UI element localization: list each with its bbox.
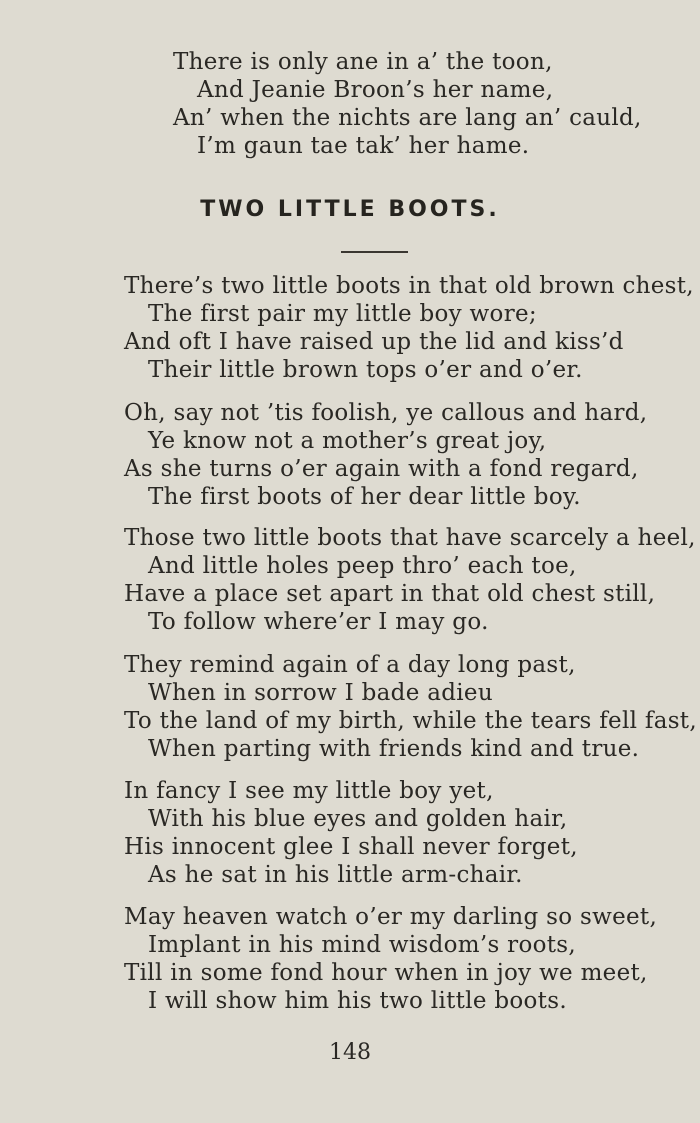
verse-line: When in sorrow I bade adieu <box>148 680 493 706</box>
verse-line: Ye know not a mother’s great joy, <box>148 428 547 454</box>
verse-line: May heaven watch o’er my darling so sweet, <box>124 904 658 930</box>
verse-line: To the land of my birth, while the tears fell fast, <box>124 708 697 734</box>
verse-line: And Jeanie Broon’s her name, <box>197 77 554 103</box>
verse-line: They remind again of a day long past, <box>124 652 576 678</box>
verse-line: His innocent glee I shall never forget, <box>124 834 578 860</box>
verse-line: As she turns o’er again with a fond regard, <box>124 456 639 482</box>
verse-line: And little holes peep thro’ each toe, <box>148 553 577 579</box>
title-divider <box>341 251 408 253</box>
verse-line: I’m gaun tae tak’ her hame. <box>197 133 530 159</box>
verse-line: Have a place set apart in that old chest still, <box>124 581 656 607</box>
verse-line: Implant in his mind wisdom’s roots, <box>148 932 577 958</box>
verse-line: To follow where’er I may go. <box>148 609 489 635</box>
verse-line: Those two little boots that have scarcely a heel, <box>124 525 696 551</box>
verse-line: Their little brown tops o’er and o’er. <box>148 357 583 383</box>
poem-title: TWO LITTLE BOOTS. <box>200 197 500 222</box>
verse-line: When parting with friends kind and true. <box>148 736 640 762</box>
verse-line: I will show him his two little boots. <box>148 988 567 1014</box>
verse-line: With his blue eyes and golden hair, <box>148 806 568 832</box>
verse-line: Oh, say not ’tis foolish, ye callous and hard, <box>124 400 648 426</box>
verse-line: An’ when the nichts are lang an’ cauld, <box>173 105 642 131</box>
page-number: 148 <box>329 1040 371 1065</box>
verse-line: There’s two little boots in that old brown chest, <box>124 273 694 299</box>
verse-line: Till in some fond hour when in joy we meet, <box>124 960 648 986</box>
verse-line: As he sat in his little arm-chair. <box>148 862 523 888</box>
verse-line: In fancy I see my little boy yet, <box>124 778 494 804</box>
verse-line: The first pair my little boy wore; <box>148 301 537 327</box>
verse-line: The first boots of her dear little boy. <box>148 484 581 510</box>
verse-line: There is only ane in a’ the toon, <box>173 49 553 75</box>
verse-line: And oft I have raised up the lid and kiss’d <box>124 329 624 355</box>
